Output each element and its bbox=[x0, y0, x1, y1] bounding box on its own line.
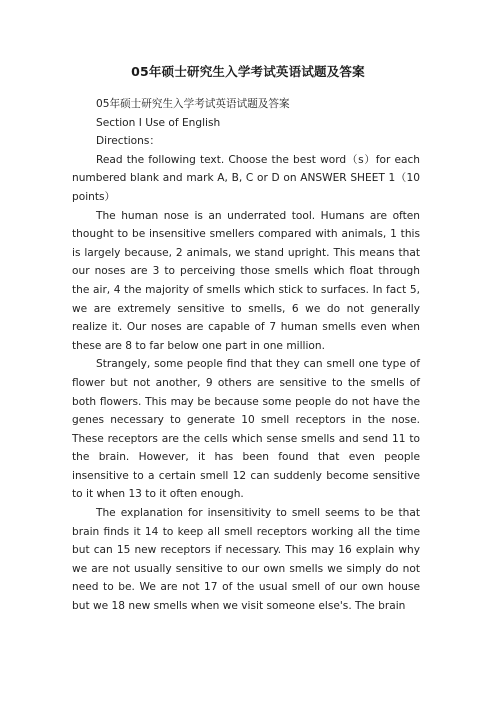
document-body bbox=[72, 95, 420, 616]
passage-paragraph-1: The human nose is an underrated tool. Humans are often thought to be insensitive smellers compared with animals, 1 this is largely because, 2 animals, we stand upright. This means that our noses are 3 to perceiving those smells which float through the air, 4 the majority of smells which stick to surfaces. In fact 5, we are extremely sensitive to smells, 6 we do not generally realize it. Our noses are capable of 7 human smells even when these are 8 to far below one part in one million. bbox=[72, 209, 420, 352]
section-heading: Section I Use of English bbox=[96, 116, 221, 129]
passage-paragraph-3: The explanation for insensitivity to smell seems to be that brain finds it 14 to keep all smell receptors working all the time but can 15 new receptors if necessary. This may 16 explain why we are not usually sensitive to our own smells we simply do not need to be. We are not 17 of the usual smell of our own house but we 18 new smells when we visit someone else's. The brain bbox=[72, 507, 420, 613]
passage-paragraph-2: Strangely, some people find that they can smell one type of flower but not another, 9 others are sensitive to the smells of both flowers. This may be because some people do not have the genes necessary to generate 10 smell receptors in the nose. These receptors are the cells which sense smells and send 11 to the brain. However, it has been found that even people insensitive to a certain smell 12 can suddenly become sensitive to it when 13 to it often enough. bbox=[72, 358, 420, 501]
document-title: 05年硕士研究生入学考试英语试题及答案 bbox=[131, 64, 365, 79]
subtitle-line: 05年硕士研究生入学考试英语试题及答案 bbox=[96, 98, 290, 110]
directions-label: Directions： bbox=[96, 135, 160, 148]
directions-text: Read the following text. Choose the best word（s）for each numbered blank and mark A, B, C or D on ANSWER SHEET 1（10 points） bbox=[72, 153, 420, 203]
